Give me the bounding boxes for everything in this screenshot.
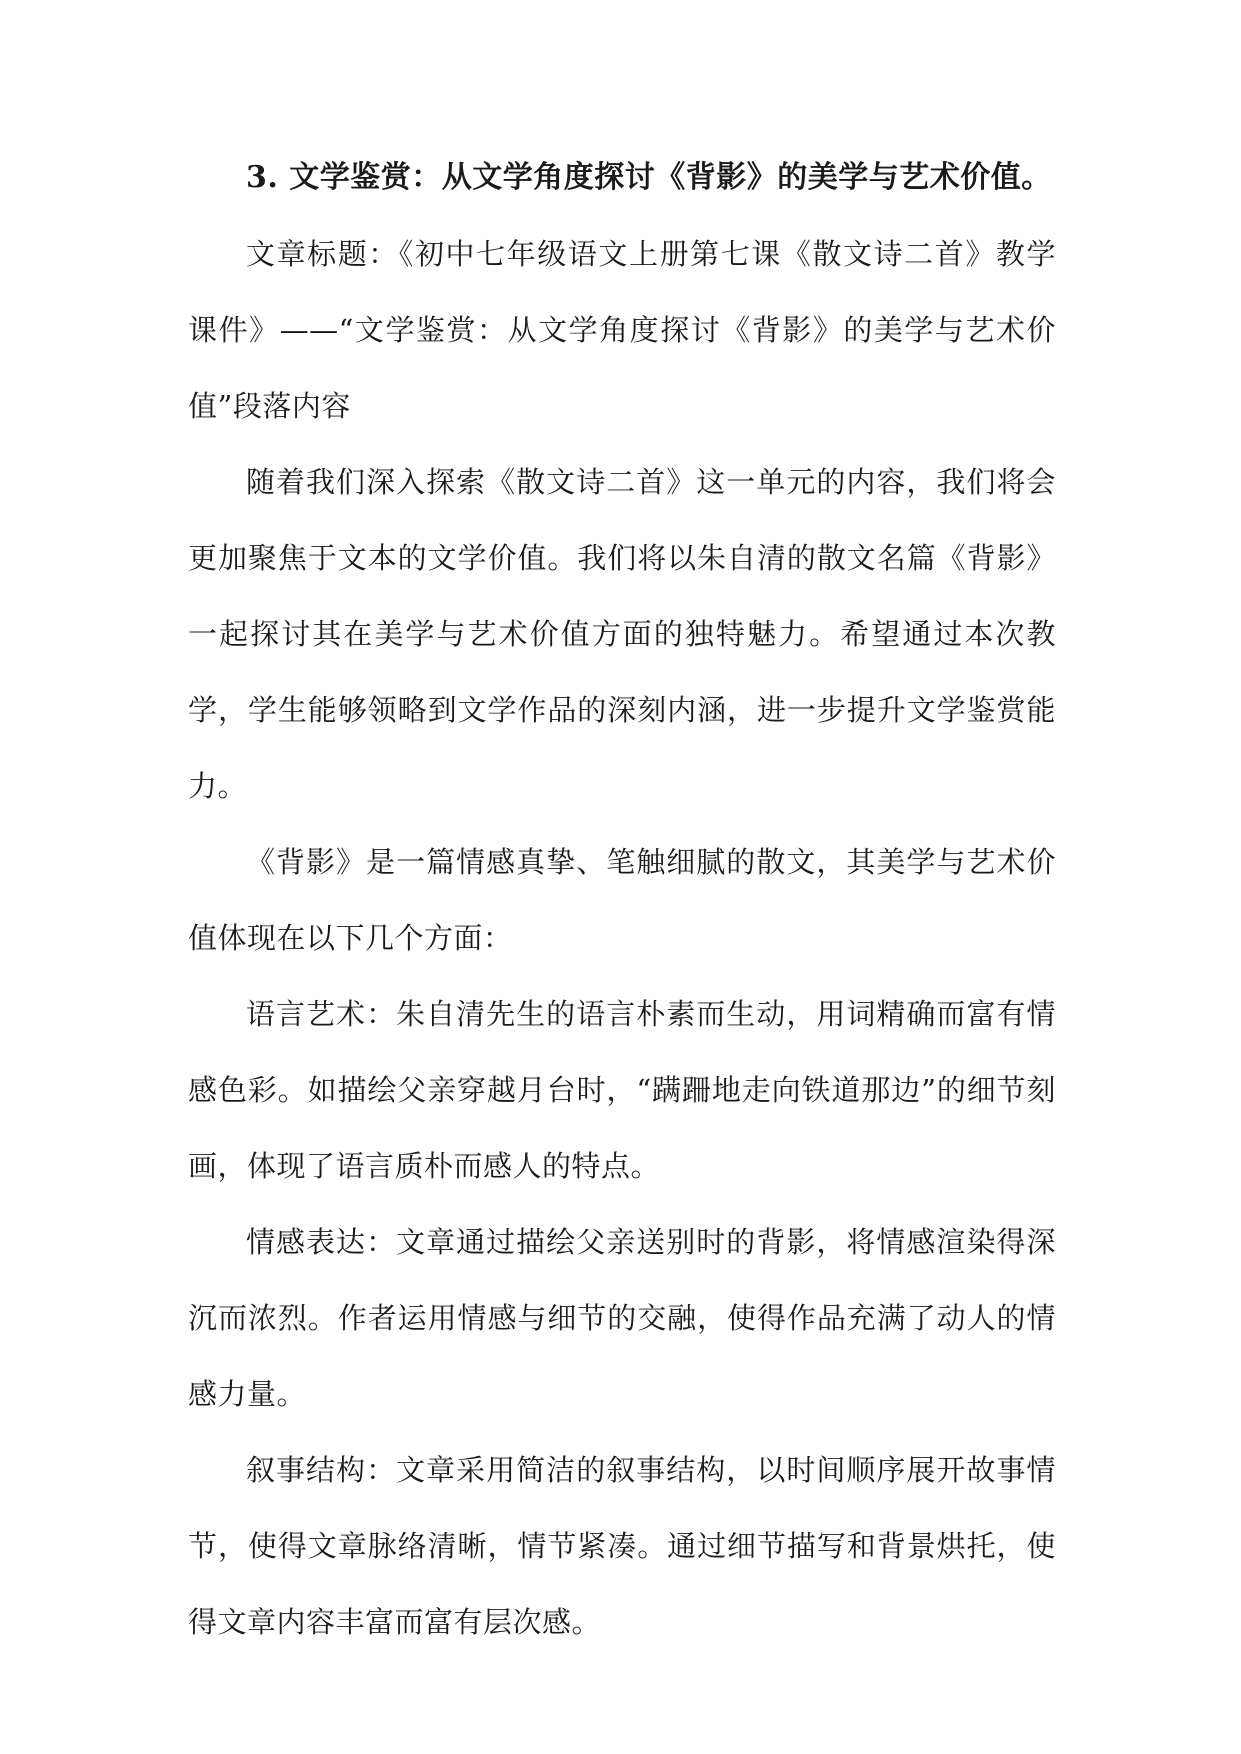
section-heading: 3. 文学鉴赏：从文学角度探讨《背影》的美学与艺术价值。 xyxy=(246,160,1052,195)
paragraph-emotional-expression: 情感表达：文章通过描绘父亲送别时的背影，将情感渲染得深沉而浓烈。作者运用情感与细节的交融，使得作品充满了动人的情感力量。 xyxy=(188,1225,1056,1411)
paragraph-language-art: 语言艺术：朱自清先生的语言朴素而生动，用词精确而富有情感色彩。如描绘父亲穿越月台时，“蹒跚地走向铁道那边”的细节刻画，体现了语言质朴而感人的特点。 xyxy=(188,997,1056,1183)
paragraph-introduction: 随着我们深入探索《散文诗二首》这一单元的内容，我们将会更加聚焦于文本的文学价值。我们将以朱自清的散文名篇《背影》一起探讨其在美学与艺术价值方面的独特魅力。希望通过本次教学，学生能够领略到文学作品的深刻内涵，进一步提升文学鉴赏能力。 xyxy=(188,465,1056,803)
paragraph-narrative-structure: 叙事结构：文章采用简洁的叙事结构，以时间顺序展开故事情节，使得文章脉络清晰，情节紧凑。通过细节描写和背景烘托，使得文章内容丰富而富有层次感。 xyxy=(188,1453,1056,1639)
paragraph-overview: 《背影》是一篇情感真挚、笔触细腻的散文，其美学与艺术价值体现在以下几个方面： xyxy=(188,845,1056,955)
document-body xyxy=(188,140,1056,1660)
paragraph-article-title: 文章标题：《初中七年级语文上册第七课《散文诗二首》教学课件》——“文学鉴赏：从文学角度探讨《背影》的美学与艺术价值”段落内容 xyxy=(188,237,1056,423)
